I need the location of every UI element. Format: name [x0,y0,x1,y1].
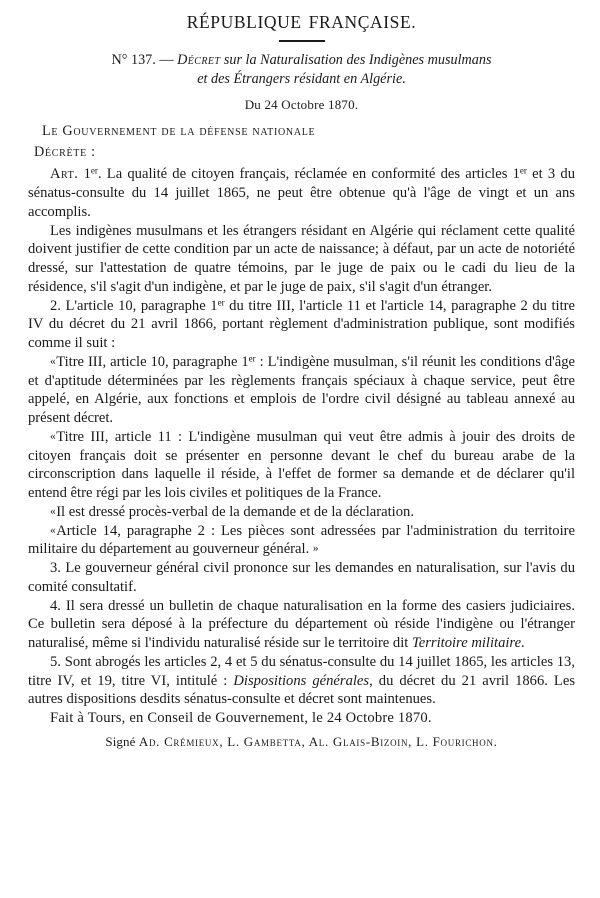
decree-title-line1: sur la Naturalisation des Indigènes musulmans [223,51,492,68]
decree-number: N° 137. [111,51,156,68]
article-3-number: 3. [50,560,61,577]
titre3-art10-text-b: : L'indigène musulman, s'il réunit les conditions d'âge et d'aptitude déterminées par les règlements français spéciaux à chaque service, peut être appelé, en Algérie, aux fonctions et emplois de l'ordre civil désigné au tableau annexé au présent décret. [28,353,575,427]
article-5-text-b: , du décret du 21 avril 1866. Les autres dispositions desdits sénatus-consulte et décret sont maintenues. [28,672,576,708]
decree-date: Du 24 Octobre 1870. [244,96,359,112]
title-divider-rule [279,40,325,42]
decree-title [44,51,559,89]
paragraph-article-2 [28,297,575,353]
quote-open-icon: « [50,430,57,443]
quote-close-icon: » [312,543,320,556]
quote-open-icon: « [50,355,57,368]
article-1-number: 1 [83,166,91,183]
quote-open-icon: « [50,505,57,518]
paragraph-article-4 [28,597,575,653]
signature-line [28,734,575,750]
article-2-text-a: L'article 10, paragraphe 1 [60,297,218,314]
article-1-label: Art. [50,166,79,183]
article-4-text-a: Il sera dressé un bulletin de chaque naturalisation en la forme des casiers judiciaires. Ce bulletin sera déposé à la préfecture du département où réside l'indigène ou l'étranger naturalisé, même si l'individu naturalisé réside sur le territoire dit [28,597,575,652]
article-2-number: 2. [50,297,61,314]
signature-prefix: Signé [105,734,136,750]
titre3-art10-ordinal: er [248,353,256,364]
paragraph-article-14 [28,522,575,560]
paragraph-proces-verbal [28,503,575,522]
article-4-text-b: . [521,635,525,652]
article-1-ordinal-2: er [519,165,527,176]
paragraph-article-1 [28,165,575,221]
decree-title-line2: et des Étrangers résidant en Algérie. [197,70,406,87]
masthead-title: RÉPUBLIQUE FRANÇAISE. [186,12,417,32]
article-1-text-b: et 3 du sénatus-consulte du 14 juillet 1865, ne peut être obtenue qu'à l'âge de vingt et un ans accomplis. [28,166,575,220]
titre3-art10-text-a: Titre III, article 10, paragraphe 1 [56,353,249,370]
article-1-ordinal: er [90,165,98,176]
article-5-text-a: Sont abrogés les articles 2, 4 et 5 du sénatus-consulte du 14 juillet 1865, les articles 13, titre IV, et 19, titre VI, intitulé : [28,653,575,689]
title-divider-wrap [28,38,575,42]
enacting-verb: Décrète : [34,143,96,160]
article-1-text-a: . La qualité de citoyen français, réclamée en conformité des articles 1 [97,166,520,183]
article-14-text: Article 14, paragraphe 2 : Les pièces sont adressées par l'administration du territoire militaire du département au gouverneur général. [28,522,575,558]
paragraph-titre3-article-11 [28,428,575,503]
article-5-number: 5. [50,653,61,670]
enacting-authority: Le Gouvernement de la défense nationale [42,122,316,139]
paragraph-article-3 [28,559,575,597]
quote-open-icon: « [50,524,57,537]
paragraph-article-5 [28,653,575,709]
proces-verbal-text: Il est dressé procès-verbal de la demande et de la déclaration. [56,503,414,520]
article-4-number: 4. [50,597,61,614]
signatory-names: Ad. Crémieux, L. Gambetta, Al. Glais-Bizoin, L. Fourichon. [138,734,498,750]
article-2-ordinal: er [217,296,225,307]
article-4-italic-term: Territoire militaire [411,635,522,652]
paragraph-indigenes: Les indigènes musulmans et les étrangers résidant en Algérie qui réclament cette qualité doivent justifier de cette condition par un acte de naissance; à défaut, par un acte de notoriété dressé, sur l'attestation de quatre témoins, par le juge de paix ou le cadi du lieu de la résidence, s'il s'agit d'un indigène, et par le juge de paix, s'il s'agit d'un étranger. [28,222,575,295]
titre3-art11-text: Titre III, article 11 : L'indigène musulman qui veut être admis à jouir des droits de citoyen français doit se présenter en personne devant le chef du bureau arabe de la circonscription dans laquelle il réside, à l'effet de former sa demande et de déclarer qu'il entend être régi par les lois civiles et politiques de la France. [28,428,575,502]
paragraph-titre3-article-10 [28,353,575,428]
decree-word: Décret [177,51,221,68]
article-2-text-b: du titre III, l'article 11 et l'article 14, paragraphe 2 du titre IV du décret du 21 avril 1866, portant règlement d'administration publique, sont modifiés comme il suit : [28,297,576,352]
article-5-italic-term: Dispositions générales [233,672,370,689]
closing-line: Fait à Tours, en Conseil de Gouvernement, le 24 Octobre 1870. [50,710,432,727]
article-3-text: Le gouverneur général civil prononce sur les demandes en naturalisation, sur l'avis du comité consultatif. [28,560,575,595]
decree-title-dash: — [159,51,174,68]
